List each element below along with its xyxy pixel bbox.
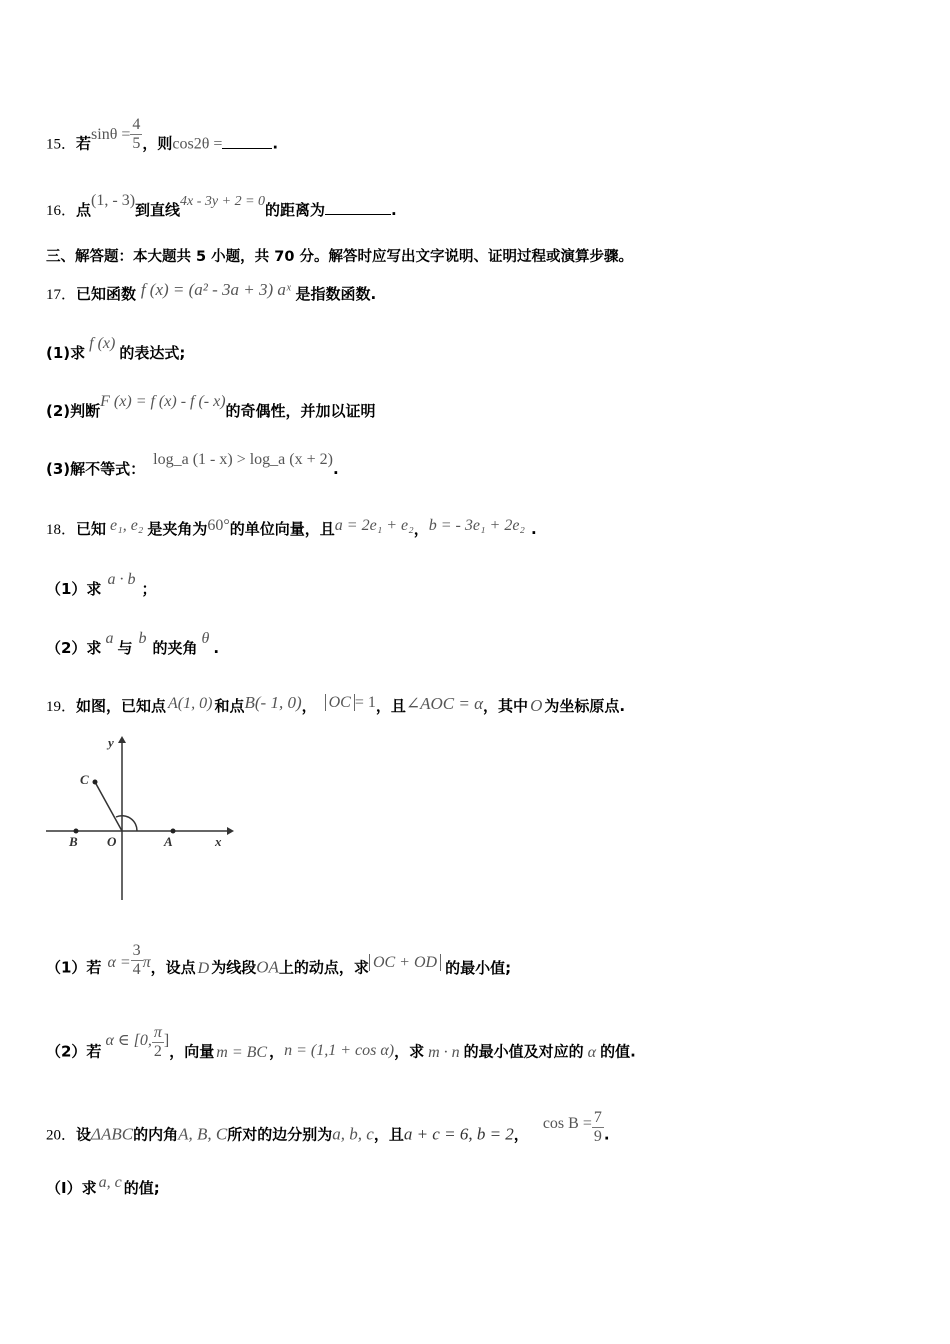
math-expression: F (x) = f (x) - f (- x): [100, 393, 226, 410]
math-expression: a · b: [107, 571, 136, 588]
fraction: $\frac{\pi}{2}$: [153, 1024, 162, 1060]
math-expression: f (x) = (a² - 3a + 3) aˣ: [140, 280, 291, 299]
question-19: 19．如图，已知点 A(1, 0) 和点B(- 1, 0)， OC = 1，且∠AOC = α，其中 O 为坐标原点.: [46, 693, 626, 715]
question-number: 15．: [46, 136, 77, 153]
point-b: [74, 829, 79, 834]
math-expression: B(- 1, 0): [244, 693, 302, 712]
question-number: 16．: [46, 203, 77, 219]
fraction: $\frac{7}{9}$: [593, 1109, 602, 1145]
math-expression: 60°: [207, 517, 230, 534]
question-18-part-2: （2）求a与b的夹角θ.: [46, 630, 220, 657]
label-y: y: [108, 735, 114, 750]
question-17-part-2: (2)判断F (x) = f (x) - f (- x)的奇偶性，并加以证明: [46, 393, 376, 420]
y-axis-arrow: [118, 736, 126, 743]
coordinate-figure: [44, 734, 234, 904]
fraction: $\frac{4}{5}$: [132, 116, 141, 152]
question-20-part-1: （Ⅰ）求 a, c 的值;: [46, 1174, 160, 1197]
answer-blank[interactable]: [222, 134, 272, 149]
math-expression: 4x - 3y + 2 = 0: [180, 194, 266, 209]
question-number: 19．: [46, 699, 77, 715]
label-b: B: [69, 834, 78, 849]
question-18: 18．已知 e₁, e₂ 是夹角为60°的单位向量，且a = 2e₁ + e₂，b = - 3e₁ + 2e₂ .: [46, 517, 537, 538]
x-axis-arrow: [227, 827, 234, 835]
math-expression: b = - 3e₁ + 2e₂: [428, 517, 525, 534]
question-number: 20．: [46, 1127, 77, 1144]
math-expression: OC: [325, 694, 355, 711]
math-expression: e₁, e₂: [110, 517, 144, 534]
question-17-part-3: (3)解不等式：log_a (1 - x) > log_a (x + 2).: [46, 451, 339, 478]
math-expression: A, B, C: [178, 1124, 228, 1144]
math-expression: sinθ =: [91, 125, 131, 143]
question-17: 17．已知函数 f (x) = (a² - 3a + 3) aˣ 是指数函数.: [46, 280, 377, 303]
label-o: O: [107, 834, 117, 849]
answer-blank[interactable]: [325, 200, 391, 215]
point-a: [171, 829, 176, 834]
math-expression: α ∈ [0,: [105, 1031, 152, 1049]
math-expression: n = (1,1 + cos α): [284, 1041, 395, 1059]
label-c: C: [80, 772, 89, 787]
math-expression: log_a (1 - x) > log_a (x + 2): [153, 451, 333, 468]
label-a: A: [164, 834, 173, 849]
math-expression: m = BC: [216, 1043, 268, 1061]
math-expression: a + c = 6, b = 2: [403, 1124, 514, 1144]
label-x: x: [215, 834, 222, 849]
math-expression: A(1, 0): [168, 695, 213, 712]
question-19-part-1: （1）若 α = $\frac{3}{4}$ π，设点 D 为线段OA上的动点，求 OC + OD 的最小值;: [46, 942, 512, 978]
math-expression: m · n: [428, 1043, 460, 1061]
math-expression: a = 2e₁ + e₂: [334, 517, 414, 534]
angle-arc: [116, 816, 137, 831]
question-number: 18．: [46, 522, 77, 538]
math-expression: OC + OD: [369, 954, 441, 971]
point-c: [93, 780, 98, 785]
section-heading: 三、解答题：本大题共 5 小题，共 70 分。解答时应写出文字说明、证明过程或演算步骤。: [46, 249, 633, 265]
math-expression: a, c: [98, 1174, 122, 1191]
math-expression: cos2θ =: [172, 135, 223, 153]
question-number: 17．: [46, 287, 77, 303]
question-20: 20．设ΔABC的内角A, B, C所对的边分别为a, b, c，且a + c = 6, b = 2，cos B = $\frac{7}{9}$ .: [46, 1109, 610, 1145]
math-expression: cos B =: [542, 1114, 592, 1132]
question-17-part-1: (1)求f (x)的表达式;: [46, 335, 186, 362]
math-expression: f (x): [89, 335, 116, 352]
fraction: $\frac{3}{4}$: [132, 942, 141, 978]
math-expression: ΔABC: [91, 1124, 134, 1144]
question-15: 15．若sinθ = $\frac{4}{5}$ ，则cos2θ = .: [46, 116, 279, 153]
math-expression: (1, - 3): [91, 192, 136, 209]
math-expression: ∠AOC = α: [405, 694, 484, 713]
math-expression: α =: [107, 953, 131, 971]
question-16: 16．点(1, - 3)到直线4x - 3y + 2 = 0的距离为 .: [46, 192, 397, 219]
math-expression: a, b, c: [332, 1124, 374, 1144]
question-19-part-2: （2）若α ∈ [0, $\frac{\pi}{2}$ ]，向量 m = BC ，n = (1,1 + cos α)，求 m · n 的最小值及对应的 α 的值.: [46, 1024, 636, 1061]
question-18-part-1: （1）求a · b；: [46, 571, 157, 598]
segment-oc: [95, 782, 122, 831]
